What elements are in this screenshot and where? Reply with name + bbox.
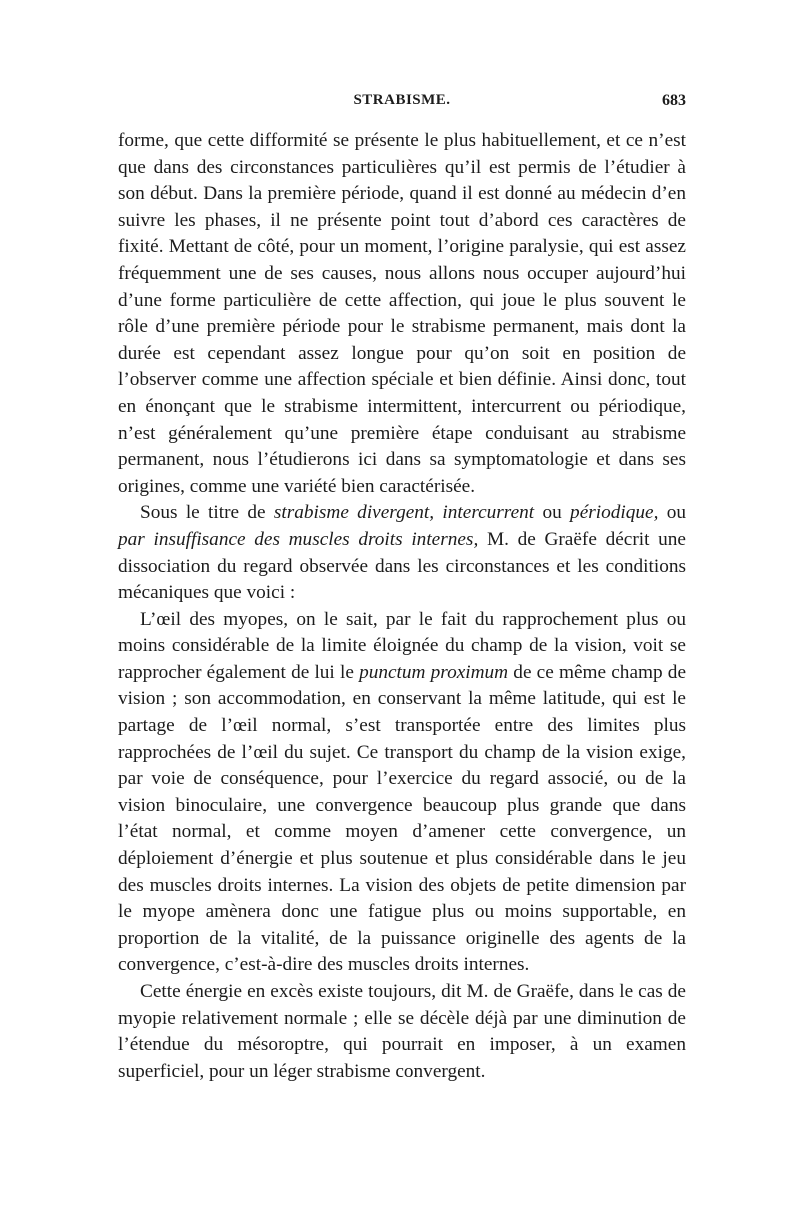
- text-run: L’œil des myopes, on le sait, par le fait du rapprochement plus ou moins considérable de la limite éloignée du champ de la vision, voit se rapprocher également de lui le: [118, 608, 686, 683]
- running-head-title: STRABISME.: [353, 92, 451, 108]
- italic-run: punctum proximum: [359, 661, 509, 683]
- text-run: ou: [658, 502, 686, 524]
- paragraph-4: [118, 979, 686, 1085]
- paragraph-1: [118, 128, 686, 500]
- text-run: forme, que cette difformité se présente le plus habituellement, et ce n’est que dans des circonstances particulières qu’il est permis de l’étudier à son début. Dans la première période, quand il est donné au médecin d’en suivre les phases, il ne présente point tout d’abord ces caractères de fixité. Mettant de côté, pour un moment, l’origine paralysie, qui est assez fréquemment une de ses causes, nous allons nous occuper aujourd’hui d’une forme particulière de cette affection, qui joue le plus souvent le rôle d’une première période pour le strabisme permanent, mais dont la durée est cependant assez longue pour qu’on soit en position de l’observer comme une affection spéciale et bien définie. Ainsi donc, tout en énonçant que le strabisme intermittent, intercurrent ou périodique, n’est généralement qu’une première étape conduisant au strabisme permanent, nous l’étudierons ici dans sa symptomatologie et dans ses origines, comme une variété bien caractérisée.: [118, 130, 686, 497]
- body-text: [118, 128, 686, 1085]
- italic-run: strabisme divergent, intercurrent: [273, 502, 535, 524]
- book-page: [118, 92, 686, 1192]
- italic-run: par insuffisance des muscles droits internes,: [118, 528, 479, 550]
- paragraph-3: [118, 607, 686, 979]
- running-head: [118, 92, 686, 118]
- text-run: de ce même champ de vision ; son accommodation, en conservant la même latitude, qui est le partage de l’œil normal, s’est transportée entre des limites plus rapprochées de l’œil du sujet. Ce transport du champ de la vision exige, par voie de conséquence, pour l’exercice du regard associé, ou de la vision binoculaire, une convergence beaucoup plus grande que dans l’état normal, et comme moyen d’amener cette convergence, un déploiement d’énergie et plus soutenue et plus considérable dans le jeu des muscles droits internes. La vision des objets de petite dimension par le myope amènera donc une fatigue plus ou moins supportable, en proportion de la vitalité, de la puissance originelle des agents de la convergence, c’est-à-dire des muscles droits internes.: [118, 661, 687, 976]
- text-run: Cette énergie en excès existe toujours, dit M. de Graëfe, dans le cas de myopie relativement normale ; elle se décèle déjà par une diminution de l’étendue du mésoroptre, qui pourrait en imposer, à un examen superficiel, pour un léger strabisme convergent.: [118, 981, 686, 1082]
- text-run: ou: [534, 502, 571, 524]
- italic-run: périodique,: [570, 502, 659, 524]
- text-run: Sous le titre de: [140, 502, 274, 524]
- page-number: 683: [662, 92, 686, 109]
- text-run: M. de Graëfe décrit une dissociation du regard observée dans les circonstances et les conditions mécaniques que voici :: [118, 528, 686, 604]
- paragraph-2: [118, 500, 686, 606]
